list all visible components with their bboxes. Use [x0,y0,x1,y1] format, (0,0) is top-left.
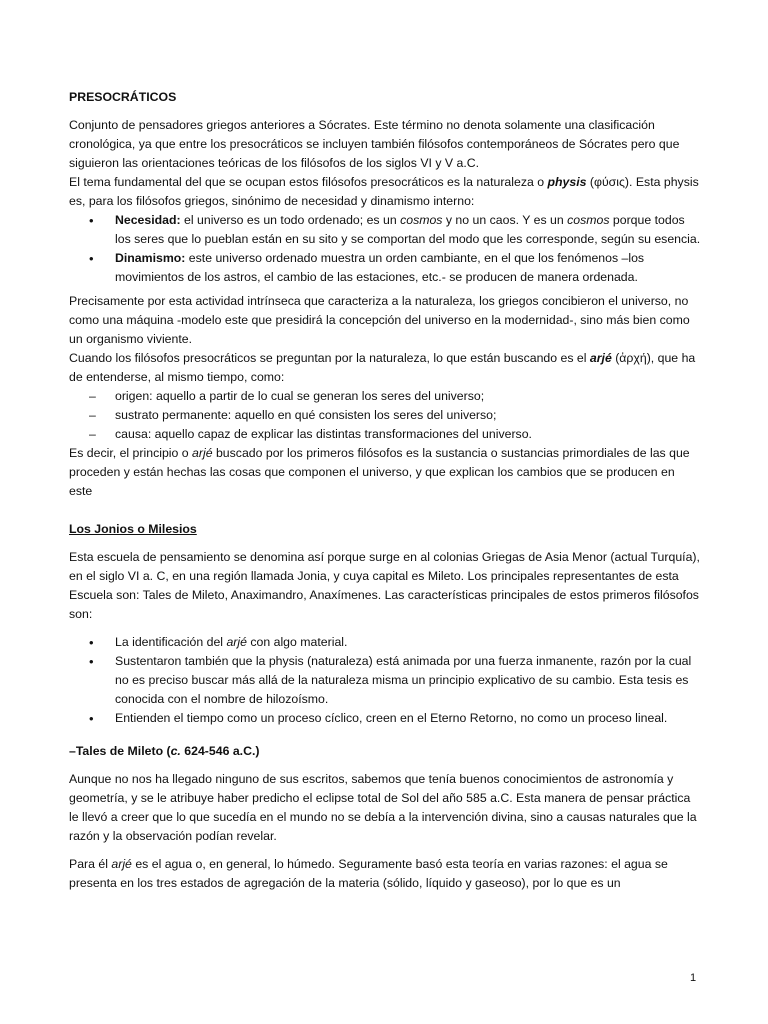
text-span: Es decir, el principio o [69,446,193,460]
text-span: (ἀρχή), que ha de entenderse, al mismo tiempo, como: [69,351,696,384]
list-item [69,249,701,287]
text-span: y no un caos. Y es un [442,213,568,227]
list-item [69,652,701,709]
list-item [69,633,701,652]
italic-term: cosmos [567,213,610,227]
list-item: – causa: aquello capaz de explicar las distintas transformaciones del universo. [69,425,701,444]
text-span: con algo material. [246,635,348,649]
text-span: El tema fundamental del que se ocupan estos filósofos presocráticos es la naturaleza o [69,175,548,189]
text-span: es el agua o, en general, lo húmedo. Seguramente basó esta teoría en varias razones: el agua se presenta en los tres estados de agregación de la materia (sólido, líquido y gaseoso), por lo que es un [69,857,668,890]
term-label: Necesidad: [115,213,181,227]
text-span: (φύσις). Esta physis es, para los filósofos griegos, sinónimo de necesidad y dinamismo interno: [69,175,699,208]
text-span: este universo ordenado muestra un orden cambiante, en el que los fenómenos –los movimientos de los astros, el cambio de las estaciones, etc.- se producen de manera ordenada. [115,251,645,284]
italic-term: cosmos [400,213,443,227]
jonios-intro: Esta escuela de pensamiento se denomina así porque surge en al colonias Griegas de Asia Menor (actual Turquía), en el siglo VI a. C, en una región llamada Jonia, y cuya capital es Mileto. Los principales representantes de esta Escuela son: Tales de Mileto, Anaximandro, Anaxímenes. Las características principales de estos primeros filósofos son: [69,550,700,621]
list-item [69,709,701,728]
arje-paragraph [69,349,701,387]
list-item: – sustrato permanente: aquello en qué consisten los seres del universo; [69,406,701,425]
text-span: buscado por los primeros filósofos es la sustancia o sustancias primordiales de las que proceden y están hechas las cosas que componen el universo, y que explican los cambios que se producen en este [69,446,690,498]
page-title: PRESOCRÁTICOS [69,90,177,104]
physis-term: physis [547,175,587,189]
text-span: el universo es un todo ordenado; es un [180,213,401,227]
concepts-list [69,211,701,287]
tales-paragraph: Aunque no nos ha llegado ninguno de sus escritos, sabemos que tenía buenos conocimientos de astronomía y geometría, y se le atribuye haber predicho el eclipse total de Sol del año 585 a.C. Esta manera de pensar práctica le llevó a creer que lo que sucedía en el mundo no se debía a la intervención divina, sino a causas naturales que la razón y la observación podían revelar. [69,772,697,843]
arje-term: arjé [589,351,612,365]
section-heading-jonios: Los Jonios o Milesios [69,522,197,536]
text-span: Entienden el tiempo como un proceso cíclico, creen en el Eterno Retorno, no como un proceso lineal. [115,711,668,725]
italic-term: c. [170,744,181,758]
text-span: La identificación del [115,635,227,649]
organismo-paragraph: Precisamente por esta actividad intrínseca que caracteriza a la naturaleza, los griegos concibieron el universo, no como una máquina -modelo este que presidirá la concepción del universo en la modernidad-, sino más bien como un organismo viviente. [69,294,690,346]
principio-paragraph [69,444,701,501]
text-span: 624-546 a.C.) [180,744,260,758]
physis-paragraph [69,173,701,211]
tales-arje-paragraph [69,855,701,893]
italic-term: arjé [226,635,247,649]
text-span: Para él [69,857,112,871]
arje-term: arjé [192,446,213,460]
arje-term: arjé [111,857,132,871]
text-span: –Tales de Mileto ( [69,744,171,758]
list-item: – origen: aquello a partir de lo cual se generan los seres del universo; [69,387,701,406]
section-heading-tales [69,742,701,761]
arje-meanings-list [69,387,701,444]
page-number: 1 [690,972,697,984]
text-span: Cuando los filósofos presocráticos se preguntan por la naturaleza, lo que están buscando es el [69,351,590,365]
text-span: Sustentaron también que la physis (naturaleza) está animada por una fuerza inmanente, razón por la cual no es preciso buscar más allá de la naturaleza misma un principio explicativo de su cambio. Esta tesis es conocida con el nombre de hilozoísmo. [115,654,692,706]
intro-paragraph: Conjunto de pensadores griegos anteriores a Sócrates. Este término no denota solamente una clasificación cronológica, ya que entre los presocráticos se incluyen también filósofos contemporáneos de Sócrates pero que siguieron las orientaciones teóricas de los filósofos de los siglos VI y V a.C. [69,118,680,170]
text-span: porque todos los seres que lo pueblan están en su sito y se comportan del modo que les corresponde, según su esencia. [115,213,701,246]
term-label: Dinamismo: [115,251,186,265]
document-body [69,88,701,893]
list-item [69,211,701,249]
jonios-features-list [69,633,701,728]
